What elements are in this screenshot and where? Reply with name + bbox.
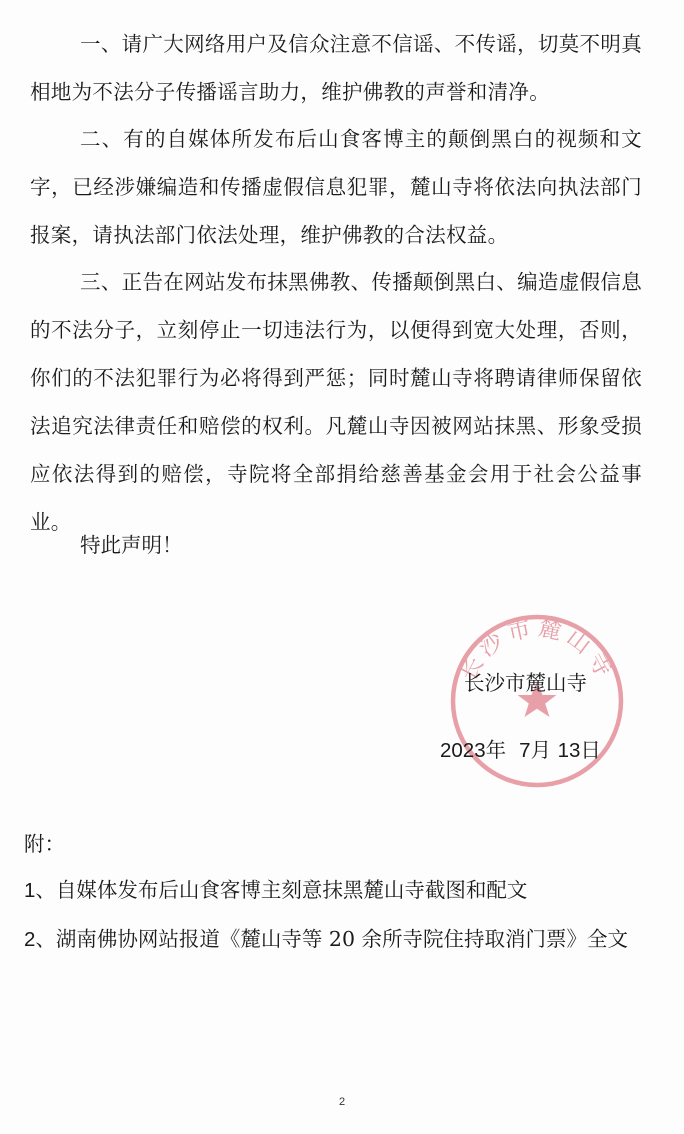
attachment-item [24, 866, 527, 915]
attachment-item [24, 915, 628, 964]
attachment-text: 、自媒体发布后山食客博主刻意抹黑麓山寺截图和配文 [35, 878, 528, 902]
attachment-number: 2 [24, 928, 36, 951]
date-day: 13 [557, 739, 581, 762]
date-month-unit: 月 [530, 738, 552, 762]
page-number: 2 [338, 1096, 346, 1108]
date-day-unit: 日 [580, 738, 601, 762]
paragraph-2: 二、有的自媒体所发布后山食客博主的颠倒黑白的视频和文字，已经涉嫌编造和传播虚假信息犯罪，麓山寺将依法向执法部门报案，请执法部门依法处理，维护佛教的合法权益。 [30, 127, 642, 247]
attachments-title: 附： [24, 832, 65, 856]
date-month: 7 [519, 739, 531, 762]
attachment-number: 1 [24, 879, 36, 902]
paragraph-3: 三、正告在网站发布抹黑佛教、传播颠倒黑白、编造虚假信息的不法分子，立刻停止一切违法行为，以便得到宽大处理，否则，你们的不法犯罪行为必将得到严惩；同时麓山寺将聘请律师保留依法追究法律责任和赔偿的权利。凡麓山寺因被网站抹黑、形象受损应依法得到的赔偿，寺院将全部捐给慈善基金会用于社会公益事业。 [30, 270, 642, 534]
date-year: 2023 [440, 739, 486, 762]
paragraph-1: 一、请广大网络用户及信众注意不信谣、不传谣，切莫不明真相地为不法分子传播谣言助力，维护佛教的声誉和清净。 [30, 32, 642, 104]
seal-text-path: 长沙市麓山寺 [455, 614, 619, 686]
attachment-text: 、湖南佛协网站报道《麓山寺等 20 余所寺院住持取消门票》全文 [35, 927, 629, 951]
signing-organization: 长沙市麓山寺 [464, 671, 587, 695]
signature-date [440, 726, 601, 775]
date-year-unit: 年 [485, 738, 507, 762]
closing-statement: 特此声明！ [80, 533, 183, 557]
